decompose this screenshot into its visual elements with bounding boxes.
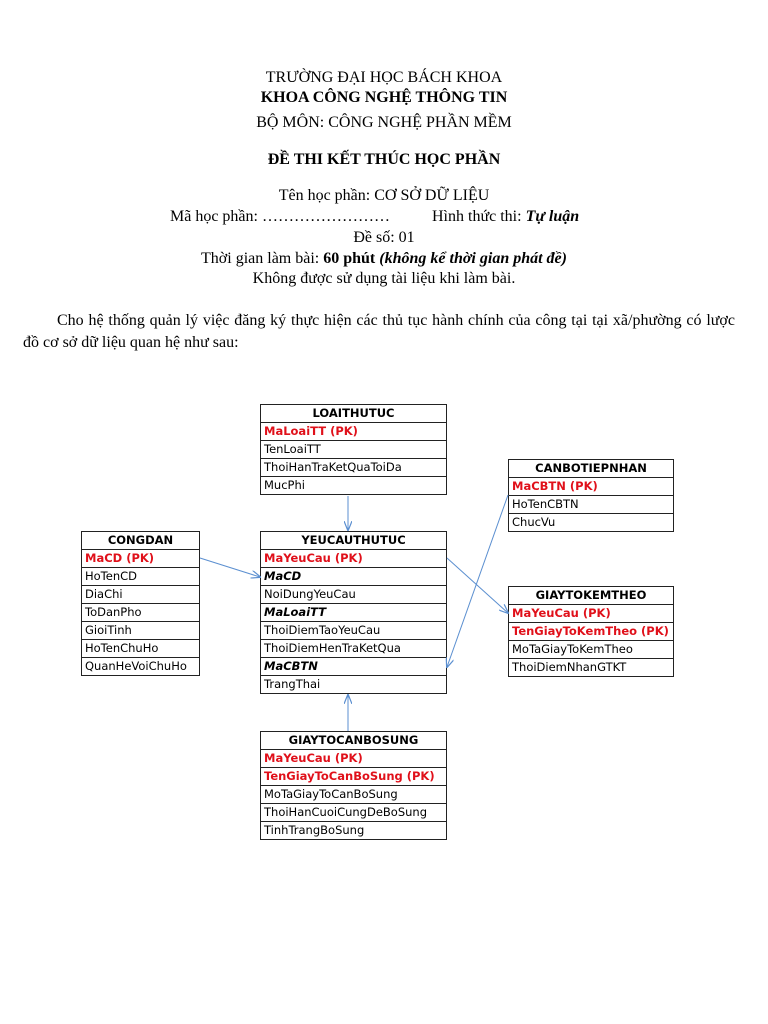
giaytocanbosung-field: TenGiayToCanBoSung (PK): [261, 768, 447, 786]
yeucauthutuc-field: MaCBTN: [261, 658, 447, 676]
canbotiepnhan-field: ChucVu: [509, 514, 674, 532]
loaithutuc-header: LOAITHUTUC: [261, 405, 447, 423]
yeucauthutuc-field: MaLoaiTT: [261, 604, 447, 622]
yeucauthutuc-field: TrangThai: [261, 676, 447, 694]
table-giaytokemtheo: [508, 586, 674, 677]
arrow-congdan-to-yeucau: [200, 558, 260, 577]
giaytokemtheo-field: MoTaGiayToKemTheo: [509, 641, 674, 659]
yeucauthutuc-field: MaCD: [261, 568, 447, 586]
loaithutuc-field: ThoiHanTraKetQuaToiDa: [261, 459, 447, 477]
yeucauthutuc-field: ThoiDiemHenTraKetQua: [261, 640, 447, 658]
congdan-header: CONGDAN: [82, 532, 200, 550]
table-congdan: [81, 531, 200, 676]
exam-title: ĐỀ THI KẾT THÚC HỌC PHẦN: [267, 151, 501, 168]
intro-text: Cho hệ thống quản lý việc đăng ký thực hiện các thủ tục hành chính của công tại tại xã/phường có lược đồ cơ sở dữ liệu quan hệ như sau:: [23, 312, 735, 351]
congdan-field: HoTenChuHo: [82, 640, 200, 658]
giaytocanbosung-field: MaYeuCau (PK): [261, 750, 447, 768]
department-name: BỘ MÔN: CÔNG NGHỆ PHẦN MỀM: [256, 114, 512, 131]
duration-label: Thời gian làm bài:: [201, 250, 324, 267]
exam-form-value: Tự luận: [525, 208, 580, 225]
congdan-field: ToDanPho: [82, 604, 200, 622]
loaithutuc-field: MaLoaiTT (PK): [261, 423, 447, 441]
canbotiepnhan-field: MaCBTN (PK): [509, 478, 674, 496]
congdan-field: QuanHeVoiChuHo: [82, 658, 200, 676]
table-yeucauthutuc: [260, 531, 447, 694]
exam-form: [432, 207, 579, 227]
materials-note: Không được sử dụng tài liệu khi làm bài.: [252, 270, 516, 287]
table-loaithutuc: [260, 404, 447, 495]
table-canbotiepnhan: [508, 459, 674, 532]
giaytocanbosung-header: GIAYTOCANBOSUNG: [261, 732, 447, 750]
loaithutuc-field: MucPhi: [261, 477, 447, 495]
giaytokemtheo-field: MaYeuCau (PK): [509, 605, 674, 623]
duration-line: [0, 249, 768, 269]
faculty-name: KHOA CÔNG NGHỆ THÔNG TIN: [260, 89, 508, 106]
canbotiepnhan-field: HoTenCBTN: [509, 496, 674, 514]
university-name: TRƯỜNG ĐẠI HỌC BÁCH KHOA: [265, 69, 503, 86]
duration-value: 60 phút: [323, 250, 376, 267]
congdan-field: MaCD (PK): [82, 550, 200, 568]
exam-number: Đề số: 01: [353, 229, 415, 246]
giaytokemtheo-field: ThoiDiemNhanGTKT: [509, 659, 674, 677]
congdan-field: GioiTinh: [82, 622, 200, 640]
canbotiepnhan-header: CANBOTIEPNHAN: [509, 460, 674, 478]
yeucauthutuc-field: MaYeuCau (PK): [261, 550, 447, 568]
duration-note: (không kể thời gian phát đề): [379, 250, 567, 267]
arrow-yeucau-to-giaytokemtheo: [447, 558, 508, 613]
giaytokemtheo-header: GIAYTOKEMTHEO: [509, 587, 674, 605]
intro-paragraph: [23, 310, 735, 354]
table-giaytocanbosung: [260, 731, 447, 840]
yeucauthutuc-header: YEUCAUTHUTUC: [261, 532, 447, 550]
giaytokemtheo-field: TenGiayToKemTheo (PK): [509, 623, 674, 641]
arrow-canbo-to-yeucau: [447, 495, 508, 667]
congdan-field: HoTenCD: [82, 568, 200, 586]
yeucauthutuc-field: ThoiDiemTaoYeuCau: [261, 622, 447, 640]
giaytocanbosung-field: MoTaGiayToCanBoSung: [261, 786, 447, 804]
yeucauthutuc-field: NoiDungYeuCau: [261, 586, 447, 604]
course-code: Mã học phần: ……………………: [170, 208, 390, 225]
giaytocanbosung-field: TinhTrangBoSung: [261, 822, 447, 840]
exam-form-label: Hình thức thi:: [432, 208, 526, 225]
congdan-field: DiaChi: [82, 586, 200, 604]
loaithutuc-field: TenLoaiTT: [261, 441, 447, 459]
course-name: Tên học phần: CƠ SỞ DỮ LIỆU: [278, 187, 490, 204]
giaytocanbosung-field: ThoiHanCuoiCungDeBoSung: [261, 804, 447, 822]
